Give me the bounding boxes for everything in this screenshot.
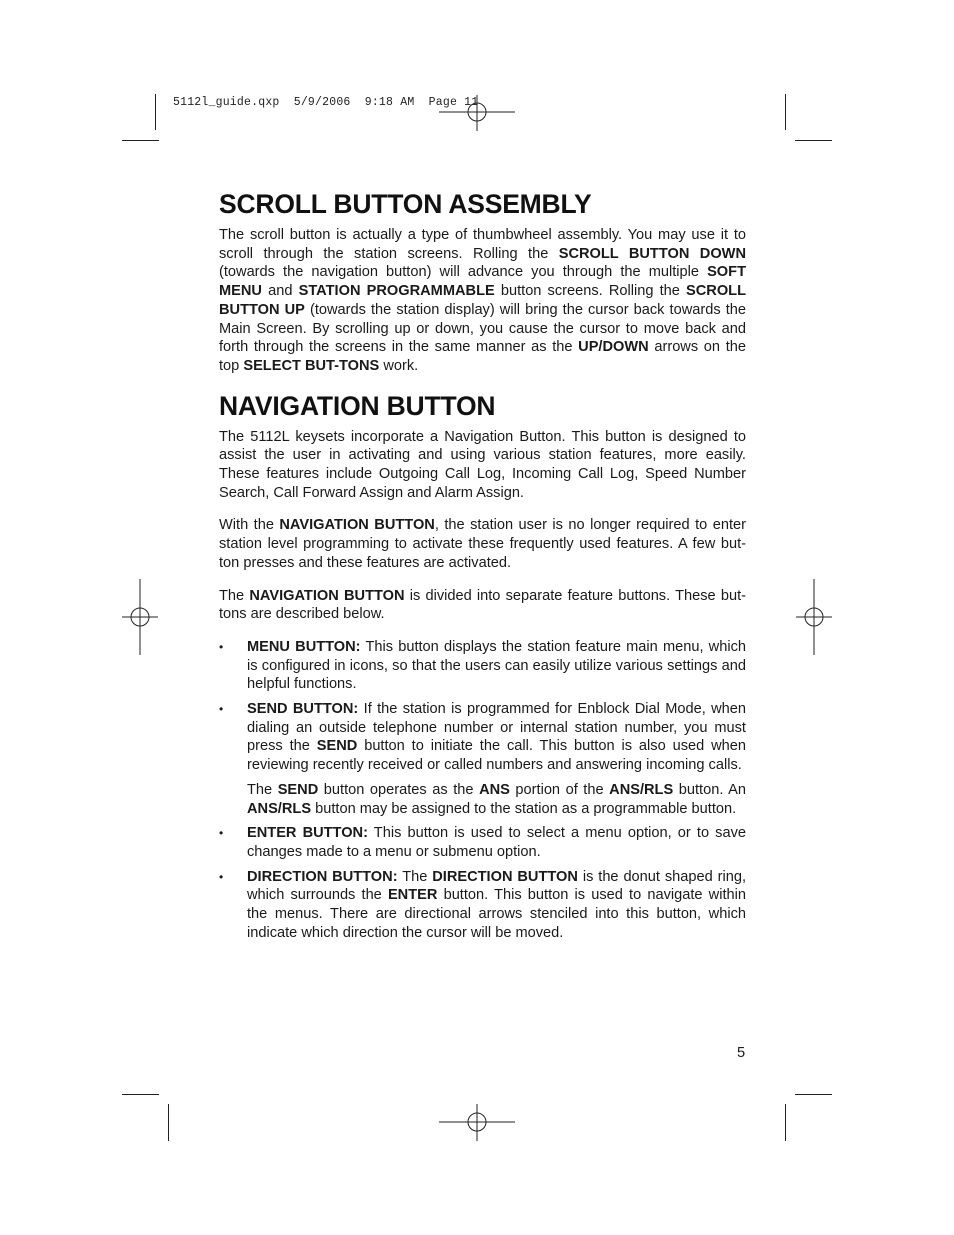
section-title-scroll-button-assembly: SCROLL BUTTON ASSEMBLY [219,189,592,219]
list-item-send-button: • SEND BUTTON: If the station is programmed for Enblock Dial Mode, when dialing an outside telephone number or internal station number, you must press the SEND button to initiate the call. This button is also used when reviewing recently received or called numbers and answering incoming calls. The SEND button operates as the ANS portion of the ANS/RLS button. An ANS/RLS button may be assigned to the station as a programmable button. [219,701,747,817]
list-item-menu-button: • MENU BUTTON: This button displays the station feature main menu, which is configured in icons, so that the users can easily utilize various settings and helpful functions. [219,638,746,693]
crop-mark-top-left-v [155,94,156,130]
bullet-icon: • [219,826,224,841]
registration-mark-left [122,579,158,655]
send-button-sub-paragraph: The SEND button operates as the ANS portion of the ANS/RLS button. An ANS/RLS button may be assigned to the station as a programmable button. [247,781,746,817]
bullet-icon: • [219,702,224,717]
registration-mark-top [439,95,515,131]
crop-mark-bottom-left-v [168,1104,169,1141]
navigation-intro-paragraph: The 5112L keysets incorporate a Navigation Button. This button is designed to assist the user in activating and using various station features, more easily. These features include Outgoing Call Log, Incoming Call Log, Speed Number Search, Call Forward Assign and Alarm Assign. [219,428,746,501]
bullet-icon: • [219,869,224,884]
feature-button-list [219,638,746,943]
navigation-paragraph-2: With the NAVIGATION BUTTON, the station user is no longer required to enter station level programming to activate these frequently used features. A few but-ton presses and these features are activated. [219,517,746,571]
navigation-paragraph-3: The NAVIGATION BUTTON is divided into separate feature buttons. These but-tons are described below. [219,587,746,623]
bullet-icon: • [219,639,224,654]
list-item-direction-button: • DIRECTION BUTTON: The DIRECTION BUTTON is the donut shaped ring, which surrounds the ENTER button. This button is used to navigate within the menus. There are directional arrows stenciled into this button, which indicate which direction the cursor will be moved. [219,868,747,941]
page-number: 5 [737,1045,746,1061]
crop-mark-bottom-right-h [795,1094,832,1095]
print-slug: 5112l_guide.qxp 5/9/2006 9:18 AM Page 11 [173,96,479,109]
registration-mark-bottom [439,1104,515,1141]
crop-mark-bottom-right-v [785,1104,786,1141]
page-content [219,188,746,949]
scroll-assembly-paragraph: The scroll button is actually a type of thumbwheel assembly. You may use it to scroll through the station screens. Rolling the SCROLL BUTTON DOWN (towards the navigation button) will advance you through the multiple SOFT MENU and STATION PROGRAMMABLE button screens. Rolling the SCROLL BUTTON UP (towards the station display) will bring the cursor back towards the Main Screen. By scrolling up or down, you cause the cursor to move back and forth through the screens in the same manner as the UP/DOWN arrows on the top SELECT BUT-TONS work. [219,227,747,374]
crop-mark-top-left-h [122,140,159,141]
crop-mark-bottom-left-h [122,1094,159,1095]
crop-mark-top-right-h [795,140,832,141]
registration-mark-right [796,579,832,655]
section-title-navigation-button: NAVIGATION BUTTON [219,390,496,421]
crop-mark-top-right-v [785,94,786,130]
list-item-enter-button: • ENTER BUTTON: This button is used to select a menu option, or to save changes made to a menu or submenu option. [219,825,746,860]
